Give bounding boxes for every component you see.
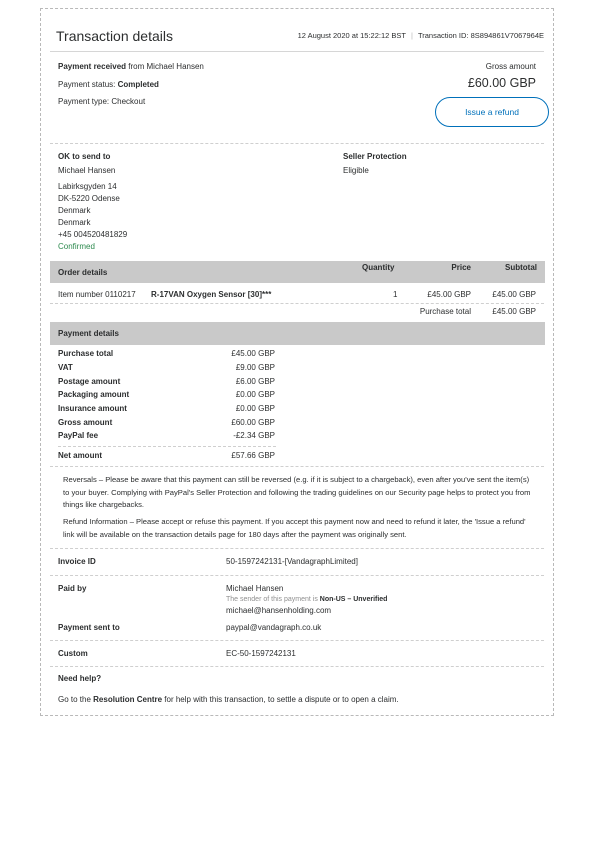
pd-label-vat: VAT — [58, 363, 73, 372]
transaction-date: 12 August 2020 at 15:22:12 BST — [297, 31, 406, 40]
meta-separator: | — [410, 31, 413, 40]
sender-verification-status: Non-US – Unverified — [319, 596, 388, 603]
row-divider — [50, 666, 544, 667]
order-item-quantity: 1 — [393, 290, 398, 299]
pd-label-gross: Gross amount — [58, 418, 113, 427]
need-help-heading: Need help? — [58, 674, 102, 683]
order-divider — [50, 303, 544, 304]
paid-by-sender-note — [226, 596, 387, 603]
seller-protection-heading: Seller Protection — [343, 152, 407, 161]
payment-sent-to-label: Payment sent to — [58, 623, 120, 632]
ship-address-line-4: Denmark — [58, 218, 91, 227]
order-item-number: Item number 0110217 — [58, 290, 136, 299]
pd-label-postage: Postage amount — [58, 377, 121, 386]
pd-label-insurance: Insurance amount — [58, 404, 127, 413]
pd-value-net: £57.66 GBP — [231, 451, 275, 460]
order-price-header: Price — [451, 263, 471, 272]
ship-address-line-3: Denmark — [58, 206, 91, 215]
payment-details-heading: Payment details — [58, 329, 119, 338]
payment-status-label: Payment status: — [58, 80, 116, 89]
pd-label-packaging: Packaging amount — [58, 390, 130, 399]
ship-phone: +45 004520481829 — [58, 230, 128, 239]
transaction-id: Transaction ID: 8S894861V7067964E — [417, 31, 544, 40]
purchase-total-label: Purchase total — [419, 307, 471, 316]
order-item-price: £45.00 GBP — [427, 290, 471, 299]
purchase-total-value: £45.00 GBP — [492, 307, 536, 316]
issue-refund-button[interactable]: Issue a refund — [435, 97, 549, 127]
row-divider — [50, 640, 544, 641]
order-item-subtotal: £45.00 GBP — [492, 290, 536, 299]
section-divider — [50, 548, 544, 549]
transaction-card — [40, 8, 554, 716]
order-item-name: R-17VAN Oxygen Sensor [30]*** — [151, 290, 272, 299]
section-divider — [50, 143, 544, 144]
ship-address-line-2: DK-5220 Odense — [58, 194, 120, 203]
payment-sent-to-value[interactable]: paypal@vandagraph.co.uk — [226, 623, 322, 632]
transaction-meta — [298, 31, 544, 40]
payment-details-header — [50, 322, 545, 345]
ship-address-line-1: Labirksgyden 14 — [58, 182, 117, 191]
payment-status-value: Completed — [117, 80, 159, 89]
header-divider — [50, 51, 544, 52]
help-text-suffix: for help with this transaction, to settle a dispute or to open a claim. — [164, 695, 399, 704]
section-divider — [50, 466, 544, 467]
pd-value-postage: £6.00 GBP — [235, 377, 275, 386]
order-quantity-header: Quantity — [362, 263, 395, 272]
paid-by-name: Michael Hansen — [226, 584, 284, 593]
payment-type-label: Payment type: — [58, 97, 110, 106]
pd-label-purchase-total: Purchase total — [58, 349, 114, 358]
refund-info-note: Refund Information – Please accept or refuse this payment. If you accept this payment now and need to refund it later, the 'Issue a refund' link will be available on the transaction details page for 180 days after the payment was originally sent. — [63, 517, 526, 539]
gross-amount-label: Gross amount — [485, 62, 536, 71]
ship-to-name: Michael Hansen — [58, 166, 116, 175]
row-divider — [50, 575, 544, 576]
help-text — [58, 695, 399, 704]
payment-received-label: Payment received — [58, 62, 127, 71]
net-divider — [58, 446, 276, 447]
payment-type-value: Checkout — [111, 97, 146, 106]
paid-by-email[interactable]: michael@hansenholding.com — [226, 606, 332, 615]
custom-value: EC-50-1597242131 — [226, 649, 296, 658]
ship-to-heading: OK to send to — [58, 152, 111, 161]
reversals-note: Reversals – Please be aware that this payment can still be reversed (e.g. if it is subject to a chargeback), even after you've sent the item(s) to your buyer. Complying with PayPal's Seller Protection and following the trading guidelines on our Security page helps to protect you from things like chargebacks. — [63, 475, 531, 509]
sender-note-prefix: The sender of this payment is — [226, 596, 318, 603]
custom-label: Custom — [58, 649, 88, 658]
pd-value-vat: £9.00 GBP — [235, 363, 275, 372]
order-details-heading: Order details — [58, 268, 108, 277]
payment-type — [58, 97, 145, 106]
pd-value-paypal-fee: -£2.34 GBP — [233, 431, 275, 440]
help-text-prefix: Go to the — [58, 695, 91, 704]
payment-received — [58, 62, 204, 71]
paid-by-label: Paid by — [58, 584, 87, 593]
order-subtotal-header: Subtotal — [505, 263, 537, 272]
resolution-centre-link[interactable]: Resolution Centre — [93, 695, 163, 704]
payment-status — [58, 80, 159, 89]
seller-protection-value: Eligible — [343, 166, 369, 175]
pd-value-gross: £60.00 GBP — [231, 418, 275, 427]
page-title: Transaction details — [56, 28, 173, 44]
gross-amount-value: £60.00 GBP — [467, 76, 536, 90]
pd-value-packaging: £0.00 GBP — [235, 390, 275, 399]
pd-value-purchase-total: £45.00 GBP — [231, 349, 275, 358]
invoice-id-value: 50-1597242131-[VandagraphLimited] — [226, 557, 358, 566]
invoice-id-label: Invoice ID — [58, 557, 96, 566]
payment-received-from: from Michael Hansen — [128, 62, 204, 71]
ship-status-confirmed: Confirmed — [58, 242, 95, 251]
pd-label-paypal-fee: PayPal fee — [58, 431, 99, 440]
pd-value-insurance: £0.00 GBP — [235, 404, 275, 413]
pd-label-net: Net amount — [58, 451, 102, 460]
order-details-header — [50, 261, 545, 283]
